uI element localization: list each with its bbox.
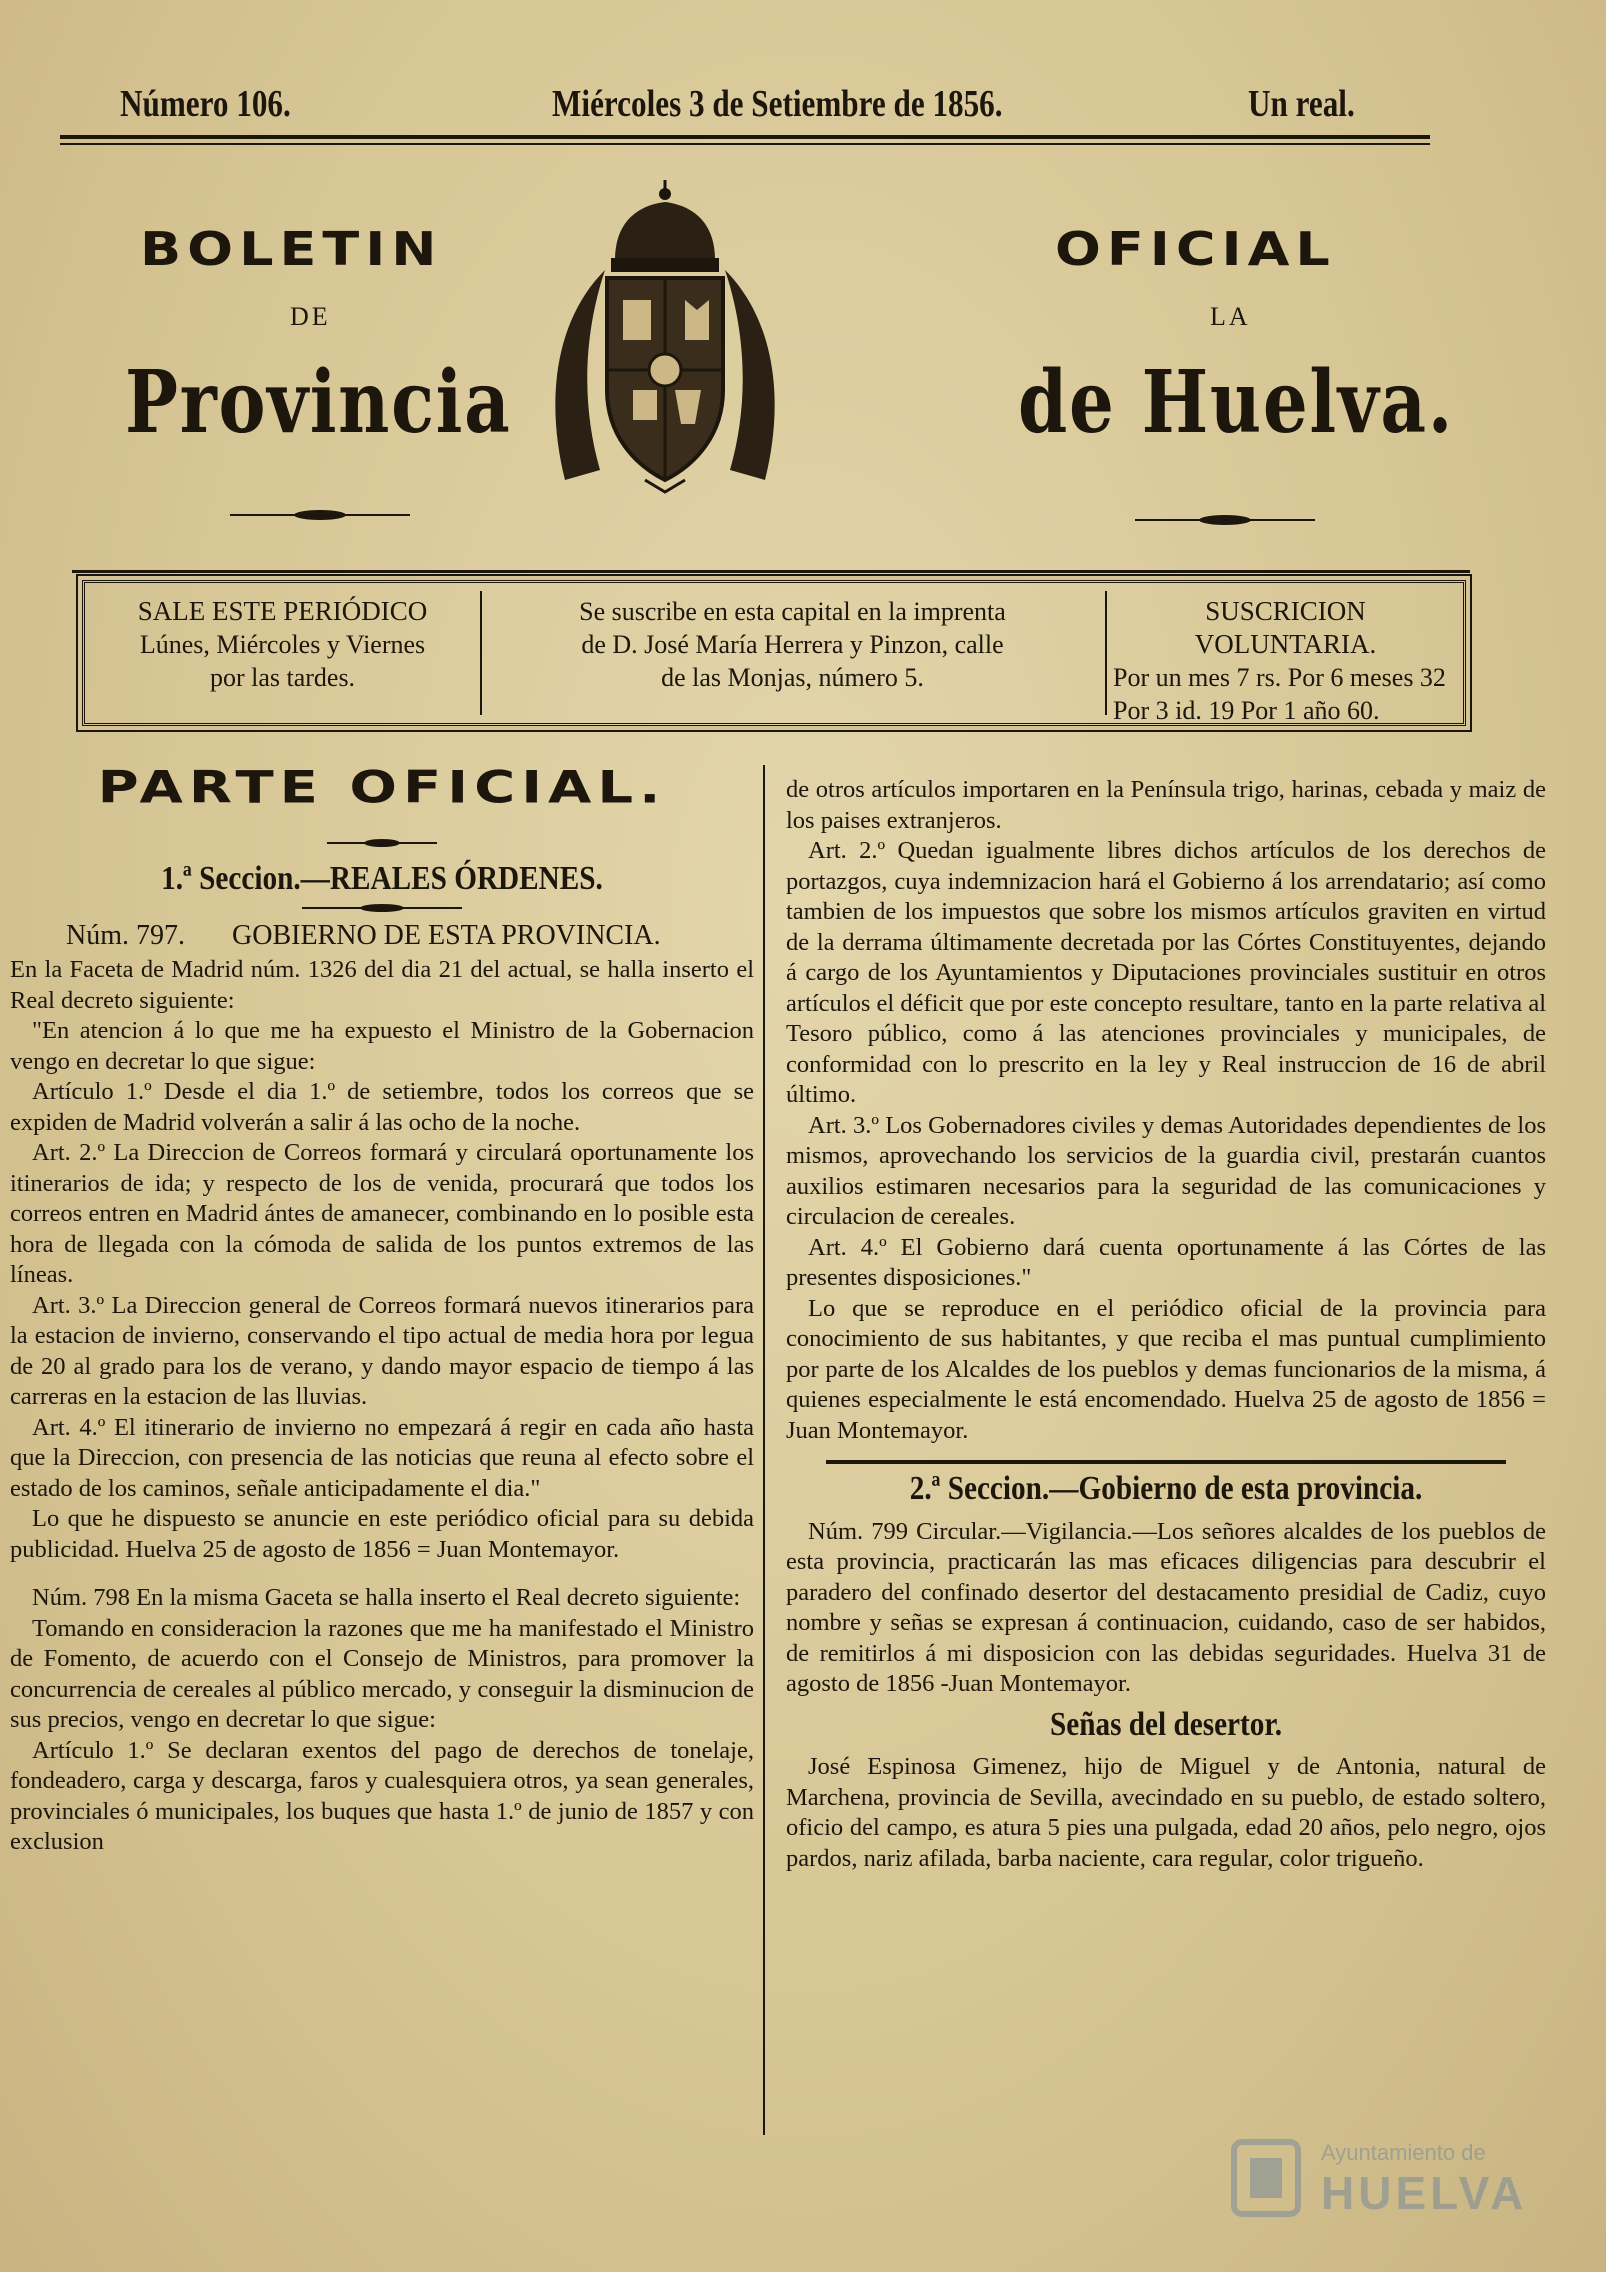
infobox-col3-title: SUSCRICION VOLUNTARIA. — [1194, 596, 1377, 659]
infobox-prices — [1113, 595, 1458, 727]
paragraph: Art. 3.º Los Gobernadores civiles y demas Autoridades dependientes de los mismos, aprovechando los servicios de la guardia civil, prestarán cuantos auxilios estimaren necesarios para la seguridad de las comunicaciones y circulacion de cereales. — [786, 1111, 1546, 1230]
paragraph: Artículo 1.º Desde el dia 1.º de setiembre, todos los correos que se expiden de Madrid volverán a salir á las ocho de la noche. — [10, 1078, 754, 1136]
header-rule-thin — [60, 143, 1430, 145]
section-1-heading: 1.ª Seccion.—REALES ÓRDENES. — [161, 860, 603, 897]
paragraph: Artículo 1.º Se declaran exentos del pago de derechos de tonelaje, fondeadero, carga y descarga, faros y cualesquiera otros, ya sean generales, provinciales ó municipales, los buques que hasta 1.º de junio de 1857 y con exclusion — [10, 1736, 754, 1855]
paragraph: Art. 3.º La Direccion general de Correos formará nuevos itinerarios para la estacion de invierno, conservando el tipo actual de media hora por legua de 20 al grado para los de verano, y dando mayor espacio de tiempo á las carreras en la estacion de las lluvias. — [10, 1291, 754, 1410]
paragraph: Lo que se reproduce en el periódico oficial de la provincia para conocimiento de sus habitantes, y que reciba el mas puntual cumplimiento por parte de los Alcaldes de los pueblos y demas funcionarios de la misma, á quienes especialmente le está encomendado. Huelva 25 de agosto de 1856 = Juan Montemayor. — [786, 1294, 1546, 1444]
watermark-line2: HUELVA — [1321, 2167, 1528, 2219]
subscription-infobox — [82, 580, 1466, 726]
column-divider — [763, 765, 765, 2135]
paragraph: Art. 2.º La Direccion de Correos formará y circulará oportunamente los itinerarios de ida; y respecto de los de venida, procurará que todos los correos entren en Madrid ántes de amanecer, combinando en lo posible esta hora de llegada con la cómoda de salida de los puntos extremos de las líneas. — [10, 1139, 754, 1288]
infobox-subscription-place — [485, 595, 1100, 694]
infobox-col2-line2: de D. José María Herrera y Pinzon, calle — [581, 630, 1004, 659]
ornament-left — [230, 505, 410, 525]
paragraph: de otros artículos importaren en la Península trigo, harinas, cebada y maiz de los paises extranjeros. — [786, 776, 1546, 834]
infobox-separator — [480, 591, 482, 715]
paragraph: Núm. 798 En la misma Gaceta se halla inserto el Real decreto siguiente: — [32, 1584, 741, 1611]
section-2-heading: 2.ª Seccion.—Gobierno de esta provincia. — [909, 1470, 1423, 1507]
watermark-line1: Ayuntamiento de — [1321, 2140, 1486, 2165]
paragraph: Núm. 799 Circular.—Vigilancia.—Los señores alcaldes de los pueblos de esta provincia, practicarán las mas eficaces diligencias para descubrir el paradero del confinado desertor del destacamento presidial de Cadiz, cuyo nombre y señas se expresan á continuacion, cuidando, caso de ser habidos, de remitirlos á mi disposicion con las debidas seguridades. Huelva 31 de agosto de 1856 -Juan Montemayor. — [786, 1517, 1546, 1697]
paragraph: Lo que he dispuesto se anuncie en este periódico oficial para su debida publicidad. Huelva 25 de agosto de 1856 = Juan Montemayor. — [10, 1505, 754, 1563]
paragraph: Art. 4.º El Gobierno dará cuenta oportunamente á las Córtes de las presentes disposiciones." — [786, 1233, 1546, 1291]
paragraph: "En atencion á lo que me ha expuesto el Ministro de la Gobernacion vengo en decretar lo que sigue: — [10, 1017, 754, 1075]
left-column — [10, 761, 754, 1858]
divider-ornament — [302, 901, 462, 915]
infobox-separator — [1105, 591, 1107, 715]
header-rule — [60, 135, 1430, 139]
section-rule — [826, 1460, 1506, 1464]
paragraph: Art. 4.º El itinerario de invierno no empezará á regir en cada año hasta que la Direccion, con presencia de las noticias que reuna al efecto sobre el estado de los caminos, señale anticipadamente el dia." — [10, 1413, 754, 1502]
infobox-col2-line1: Se suscribe en esta capital en la imprenta — [579, 597, 1006, 626]
parte-oficial-heading: PARTE OFICIAL. — [97, 761, 667, 814]
infobox-col2-line3: de las Monjas, número 5. — [661, 663, 924, 692]
decree-authority: GOBIERNO DE ESTA PROVINCIA. — [232, 919, 661, 951]
infobox-col1-line2: por las tardes. — [209, 663, 356, 692]
title-oficial: OFICIAL — [1055, 222, 1336, 277]
divider-ornament — [327, 836, 437, 850]
title-de: DE — [290, 302, 331, 331]
title-la: LA — [1210, 302, 1251, 331]
infobox-col3-line1: Por un mes 7 rs. Por 6 meses 32 — [1113, 663, 1446, 692]
paragraph: En la Faceta de Madrid núm. 1326 del dia 21 del actual, se halla inserto el Real decreto siguiente: — [10, 956, 754, 1014]
right-column — [786, 775, 1546, 1874]
decree-797-header — [66, 921, 754, 952]
title-de-huelva: de Huelva. — [1018, 352, 1454, 453]
title-boletin: BOLETIN — [140, 222, 443, 277]
infobox-rule — [72, 570, 1470, 573]
title-provincia: Provincia — [125, 352, 512, 453]
archive-watermark — [1226, 2132, 1526, 2222]
royal-crest-icon — [545, 180, 785, 500]
deserter-heading: Señas del desertor. — [1049, 1705, 1283, 1743]
watermark-emblem-icon — [1226, 2132, 1306, 2222]
infobox-col1-line1: Lúnes, Miércoles y Viernes — [139, 630, 426, 659]
decree-number: Núm. 797. — [66, 919, 185, 951]
paragraph: José Espinosa Gimenez, hijo de Miguel y de Antonia, natural de Marchena, provincia de Sevilla, avecindado en su pueblo, de estado soltero, oficio del campo, es atura 5 pies una pulgada, edad 20 años, pelo negro, ojos pardos, nariz afilada, barba naciente, cara regular, color trigueño. — [786, 1753, 1546, 1872]
paragraph: Tomando en consideracion la razones que me ha manifestado el Ministro de Fomento, de acuerdo con el Consejo de Ministros, para promover la concurrencia de cereales al público mercado, y conseguir la disminucion de sus precios, vengo en decretar lo que sigue: — [10, 1614, 754, 1733]
ornament-right — [1135, 510, 1315, 530]
infobox-col3-line2: Por 3 id. 19 Por 1 año 60. — [1113, 696, 1380, 725]
issue-price: Un real. — [1248, 83, 1355, 125]
paragraph: Art. 2.º Quedan igualmente libres dichos artículos de los derechos de portazgos, cuya indemnizacion hará el Gobierno á los arrendatario; así como tambien de los impuestos que sobre los mismos artículos graviten en virtud de la derrama últimamente decretada por las Córtes Constituyentes, dejando á cargo de los Ayuntamientos y Diputaciones provinciales sustituir en otros artículos el déficit que por este concepto resultare, tanto en la parte relativa al Tesoro público, como á las atenciones provinciales y municipales, de conformidad con lo prescrito en la ley y Real instruccion de 16 de abril último. — [786, 837, 1546, 1108]
infobox-col1-title: SALE ESTE PERIÓDICO — [137, 596, 428, 626]
infobox-publication-days — [85, 595, 480, 694]
issue-date: Miércoles 3 de Setiembre de 1856. — [552, 83, 1003, 125]
issue-number: Número 106. — [120, 83, 291, 125]
